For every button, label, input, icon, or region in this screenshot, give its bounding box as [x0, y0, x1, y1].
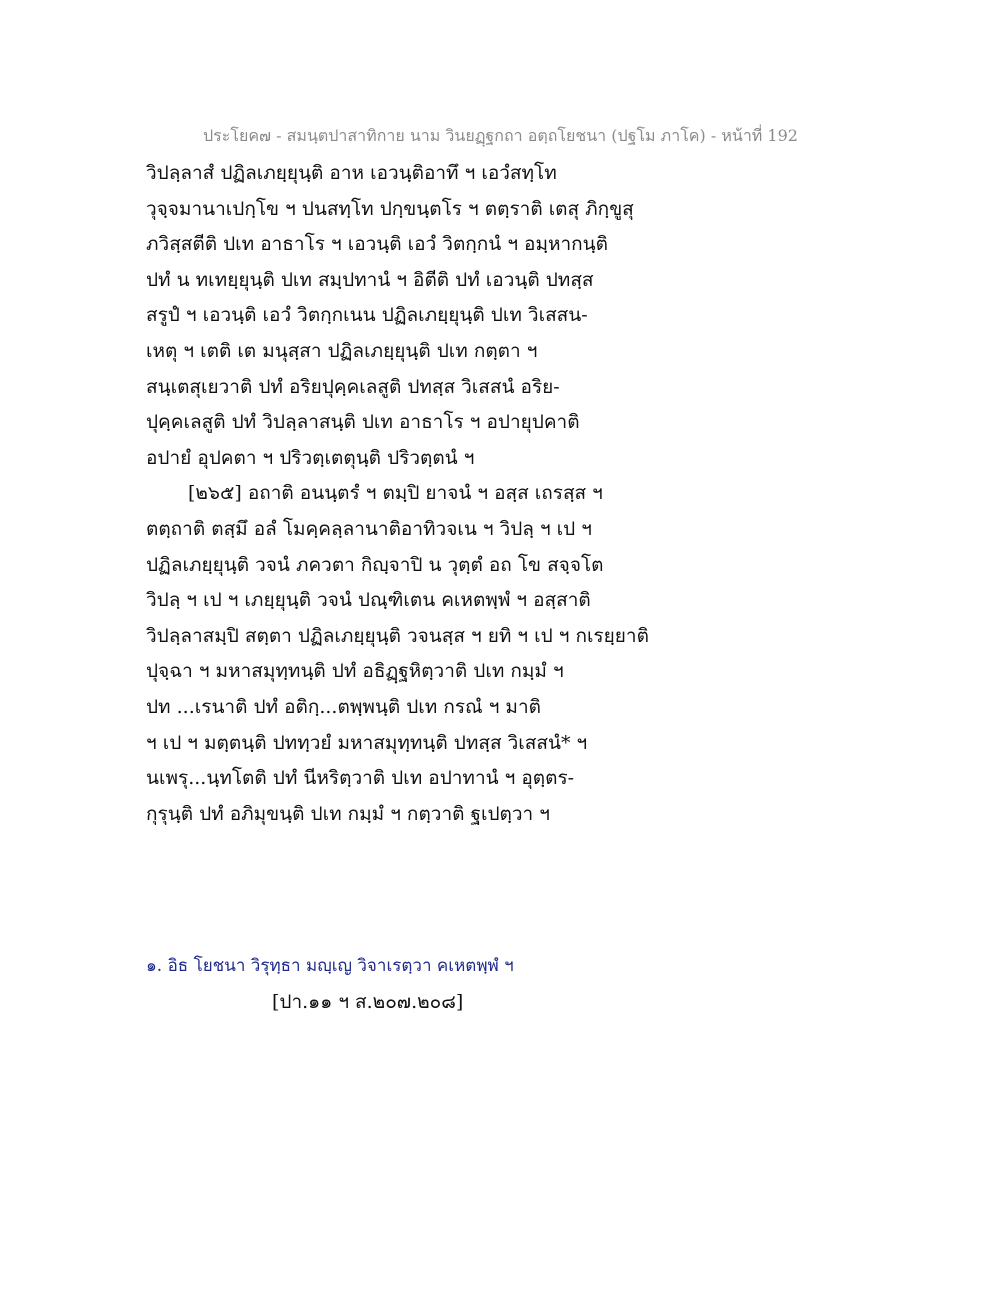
- page-header: ประโยค๗ - สมนฺตปาสาทิกาย นาม วินยฏฺฐกถา อตฺถโยชนา (ปฐโม ภาโค) - หน้าที่ 192: [203, 126, 798, 145]
- text-line: ปุคฺคเลสูติ ปทํ วิปลฺลาสนฺติ ปเท อาธาโร ฯ อปายุปคาติ: [146, 411, 580, 434]
- text-line: นเพรุ...นฺทโตติ ปทํ นีหริตฺวาติ ปเท อปาทานํ ฯ อุตฺตร-: [146, 767, 575, 790]
- text-line: ปฏิลเภยฺยุนฺติ วจนํ ภควตา กิญฺจาปิ น วุตฺตํ อถ โข สจฺจโต: [146, 553, 604, 576]
- text-line: ปทํ น ทเทยฺยุนฺติ ปเท สมฺปทานํ ฯ อิตีติ ปทํ เอวนฺติ ปทสฺส: [146, 268, 594, 291]
- body-text: [146, 156, 866, 832]
- text-line: ปท ...เรนาติ ปทํ อติกฺ...ตพฺพนฺติ ปเท กรณํ ฯ มาติ: [146, 695, 541, 718]
- text-line: ตตฺถาติ ตสฺมึ อลํ โมคฺคลฺลานาติอาทิวจเน ฯ วิปลฺ ฯ เป ฯ: [146, 517, 592, 540]
- text-line: ภวิสฺสตีติ ปเท อาธาโร ฯ เอวนฺติ เอวํ วิตกฺกนํ ฯ อมฺหากนฺติ: [146, 233, 608, 256]
- footnote: ๑. อิธ โยชนา วิรุทฺธา มญฺเญ วิจาเรตฺวา คเหตพฺพํ ฯ: [146, 956, 514, 976]
- text-line: สรูปํ ฯ เอวนฺติ เอวํ วิตกฺกเนน ปฏิลเภยฺยุนฺติ ปเท วิเสสน-: [146, 304, 588, 327]
- text-line: ฯ เป ฯ มตฺตนฺติ ปททฺวยํ มหาสมุทฺทนฺติ ปทสฺส วิเสสนํ* ฯ: [146, 731, 588, 754]
- text-line: กุรุนฺติ ปทํ อภิมุขนฺติ ปเท กมฺมํ ฯ กตฺวาติ ฐเปตฺวา ฯ: [146, 802, 550, 825]
- text-line: อปายํ อุปคตา ฯ ปริวตฺเตตุนฺติ ปริวตฺตนํ ฯ: [146, 446, 475, 469]
- page-reference: [ปา.๑๑ ฯ ส.๒๐๗.๒๐๘]: [272, 991, 464, 1013]
- text-line: วิปลฺ ฯ เป ฯ เภยฺยุนฺติ วจนํ ปณฺฑิเตน คเหตพฺพํ ฯ อสฺสาติ: [146, 589, 591, 612]
- text-line: เหตุ ฯ เตติ เต มนุสฺสา ปฏิลเภยฺยุนฺติ ปเท กตฺตา ฯ: [146, 339, 538, 362]
- text-line: ปุจฺฉา ฯ มหาสมุทฺทนฺติ ปทํ อธิฏฺฐหิตฺวาติ ปเท กมฺมํ ฯ: [146, 660, 564, 683]
- text-line: วุจฺจมานาเปกฺโข ฯ ปนสทฺโท ปกฺขนฺตโร ฯ ตตฺราติ เตสุ ภิกฺขูสุ: [146, 197, 634, 220]
- text-line: วิปลฺลาสํ ปฏิลเภยฺยุนฺติ อาห เอวนฺติอาทึ ฯ เอวํสทฺโท: [146, 162, 557, 184]
- text-line: วิปลฺลาสมฺปิ สตฺตา ปฏิลเภยฺยุนฺติ วจนสฺส ฯ ยทิ ฯ เป ฯ กเรยฺยาติ: [146, 624, 649, 647]
- text-line: สนฺเตสุเยวาติ ปทํ อริยปุคฺคเลสูติ ปทสฺส วิเสสนํ อริย-: [146, 375, 560, 398]
- paragraph-start-line: [๒๖๕] อถาติ อนนฺตรํ ฯ ตมฺปิ ยาจนํ ฯ อสฺส เถรสฺส ฯ: [188, 482, 603, 505]
